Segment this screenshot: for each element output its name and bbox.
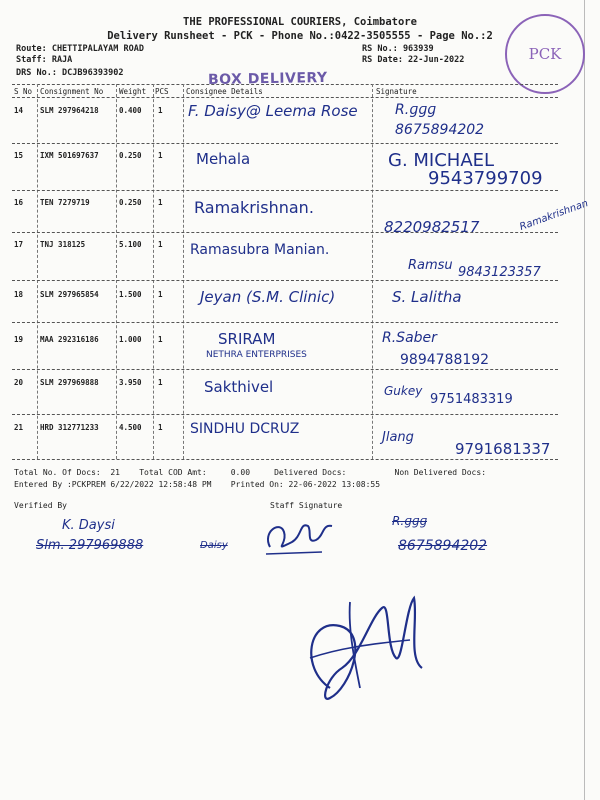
entered-by-line: Entered By :PCKPREM 6/22/2022 12:58:48 PM Printed On: 22-06-2022 13:08:55 xyxy=(14,480,381,489)
row-rule xyxy=(12,369,558,370)
col-divider xyxy=(116,84,117,459)
page-edge xyxy=(584,0,585,800)
row-rule xyxy=(12,190,558,191)
struck-signature: R.ɡɡɡ xyxy=(392,514,428,528)
pck-stamp: PCK xyxy=(505,14,585,94)
table-top-rule xyxy=(12,84,558,85)
row-weight: 5.100 xyxy=(119,240,142,249)
row-sno: 18 xyxy=(14,290,24,299)
col-divider xyxy=(183,84,184,459)
row-phone: 9543799709 xyxy=(428,168,543,189)
col-divider xyxy=(153,84,154,459)
row-weight: 4.500 xyxy=(119,423,142,432)
row-phone: 9791681337 xyxy=(455,440,551,458)
totals-line: Total No. Of Docs: 21 Total COD Amt: 0.00 Delivered Docs: Non Delivered Docs: xyxy=(14,468,487,477)
row-signature: R.Saber xyxy=(382,330,437,346)
row-phone: 9894788192 xyxy=(400,352,490,368)
row-phone: 8675894202 xyxy=(395,122,485,138)
row-consignee: Ramakrishnan. xyxy=(194,198,314,217)
row-weight: 1.500 xyxy=(119,290,142,299)
row-consignee: Ramasubra Manian. xyxy=(190,242,330,258)
row-sno: 21 xyxy=(14,423,24,432)
row-sno: 14 xyxy=(14,106,24,115)
large-signature xyxy=(290,578,440,718)
row-consignment: SLM 297964218 xyxy=(40,106,99,115)
row-signature: S. Lalitha xyxy=(392,288,462,306)
row-consignee: Sakthivel xyxy=(204,378,274,396)
col-header-sno: S No xyxy=(14,87,33,96)
col-header-signature: Signature xyxy=(376,87,417,96)
row-sno: 17 xyxy=(14,240,24,249)
row-signature: R.ɡɡɡ xyxy=(395,102,436,118)
row-pcs: 1 xyxy=(158,240,163,249)
row-consignee: SINDHU DCRUZ xyxy=(190,421,300,437)
verified-handwriting: K. Daysi xyxy=(62,518,115,533)
row-phone: Ramakrishnan xyxy=(518,198,590,233)
row-consignee: Mehala xyxy=(196,150,251,168)
staff-signature-mark xyxy=(252,512,342,562)
col-header-weight: Weight xyxy=(119,87,147,96)
staff-signature-label: Staff Signature xyxy=(270,501,343,510)
row-rule xyxy=(12,232,558,233)
row-phone: 9751483319 xyxy=(430,392,513,407)
route-label: Route: CHETTIPALAYAM ROAD xyxy=(16,44,144,54)
row-pcs: 1 xyxy=(158,378,163,387)
row-rule xyxy=(12,143,558,144)
box-delivery-stamp: BOX DELIVERY xyxy=(207,69,328,89)
row-pcs: 1 xyxy=(158,151,163,160)
col-divider xyxy=(37,84,38,459)
row-signature: Gukey xyxy=(384,384,423,398)
runsheet-title: Delivery Runsheet - PCK - Phone No.:0422-3505555 - Page No.:2 xyxy=(107,30,493,42)
row-consignment: TEN 7279719 xyxy=(40,198,90,207)
row-consignment: SLM 297965854 xyxy=(40,290,99,299)
row-consignment: MAA 292316186 xyxy=(40,335,99,344)
row-sno: 20 xyxy=(14,378,24,387)
row-weight: 0.400 xyxy=(119,106,142,115)
rs-no-label: RS No.: 963939 xyxy=(362,44,434,54)
company-title: THE PROFESSIONAL COURIERS, Coimbatore xyxy=(183,16,417,28)
col-header-consignment: Consignment No xyxy=(40,87,104,96)
struck-name: Daisy xyxy=(200,540,228,551)
row-signature: Ramsu xyxy=(408,258,453,273)
struck-consignment: Slm. 297969888 xyxy=(36,538,144,553)
row-weight: 0.250 xyxy=(119,151,142,160)
row-pcs: 1 xyxy=(158,198,163,207)
row-sno: 16 xyxy=(14,198,24,207)
row-pcs: 1 xyxy=(158,290,163,299)
row-consignment: HRD 312771233 xyxy=(40,423,99,432)
col-header-pcs: PCS xyxy=(155,87,169,96)
row-pcs: 1 xyxy=(158,423,163,432)
row-weight: 0.250 xyxy=(119,198,142,207)
staff-label: Staff: RAJA xyxy=(16,55,73,65)
verified-by-label: Verified By xyxy=(14,501,67,510)
row-weight: 3.950 xyxy=(119,378,142,387)
row-consignment: IXM 501697637 xyxy=(40,151,99,160)
row-consignment: TNJ 318125 xyxy=(40,240,86,249)
row-consignment: SLM 297969888 xyxy=(40,378,99,387)
row-rule xyxy=(12,322,558,323)
row-rule xyxy=(12,414,558,415)
drs-label: DRS No.: DCJB96393902 xyxy=(16,68,124,78)
row-consignee: SRIRAM xyxy=(218,330,276,348)
struck-phone: 8675894202 xyxy=(398,538,488,554)
row-consignee: Jeyan (S.M. Clinic) xyxy=(200,288,336,306)
row-consignee: F. Daisy@ Leema Rose xyxy=(188,102,358,120)
table-bottom-rule xyxy=(12,459,558,460)
row-sno: 15 xyxy=(14,151,24,160)
row-consignee-line2: NETHRA ENTERPRISES xyxy=(206,350,307,360)
row-phone: 9843123357 xyxy=(458,265,541,280)
row-sno: 19 xyxy=(14,335,24,344)
row-rule xyxy=(12,280,558,281)
row-pcs: 1 xyxy=(158,335,163,344)
row-pcs: 1 xyxy=(158,106,163,115)
rs-date-label: RS Date: 22-Jun-2022 xyxy=(362,55,465,65)
row-signature: 8220982517 xyxy=(384,218,480,236)
row-weight: 1.000 xyxy=(119,335,142,344)
table-header-rule xyxy=(12,97,558,98)
col-divider xyxy=(372,84,373,459)
row-signature: G. MICHAEL xyxy=(388,150,495,171)
row-signature: Jlang xyxy=(382,430,414,445)
col-header-consignee: Consignee Details xyxy=(186,87,263,96)
